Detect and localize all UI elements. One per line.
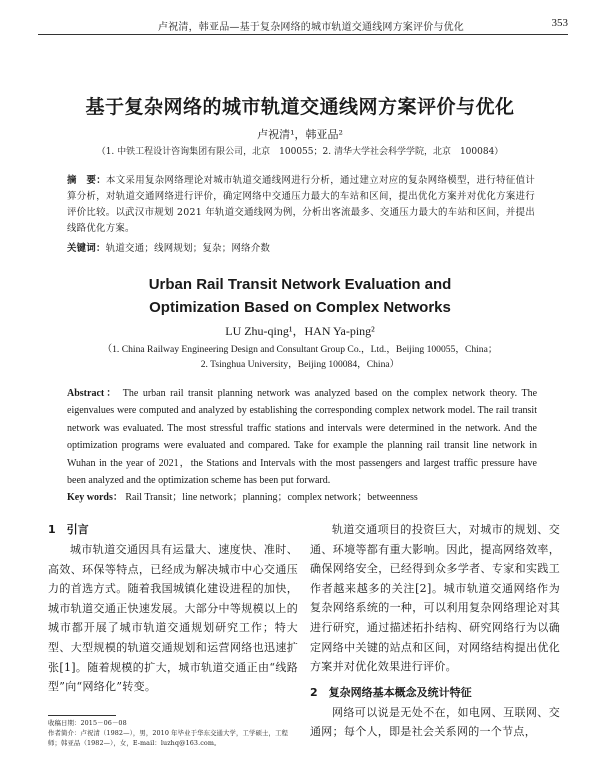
english-affiliation-line-1: （1. China Railway Engineering Design and Consultant Group Co.，Ltd.，Beijing 100055，China； (102, 344, 498, 355)
footnote-author-bio: 作者简介：卢祝清（1982—），男，2010 年毕业于华东交通大学，工学硕士，工程师；韩亚品（1982—），女，E-mail：luzhq@163.com。 (48, 729, 288, 747)
english-title (0, 273, 600, 319)
english-abstract-label: Abstract： (67, 388, 119, 399)
english-title-line-2: Optimization Based on Complex Networks (149, 299, 451, 316)
english-abstract (67, 385, 537, 489)
footnote (48, 718, 300, 748)
chinese-keywords-label: 关键词： (67, 243, 106, 254)
section-2-paragraph: 网络可以说是无处不在，如电网、互联网、交通网；每个人，即是社会关系网的一个节点， (310, 705, 560, 739)
chinese-keywords (67, 240, 535, 254)
page-number: 353 (551, 17, 568, 29)
footnote-received: 收稿日期：2015－06－08 (48, 719, 127, 727)
section-1-paragraph: 城市轨道交通因具有运量大、速度快、准时、高效、环保等特点，已经成为解决城市中心交通压力的首选方式。随着我国城镇化建设进程的加快，城市轨道交通正快速发展。大部分中等规模以上的城市都开展了城市轨道交通规划研究工作；特大型、大型规模的轨道交通规划和运营网络也迅速扩张[1]。随着规模的扩大，城市轨道交通正由“线路型”向“网络化”转变。 (48, 543, 298, 694)
left-column (48, 520, 298, 697)
chinese-keywords-text: 轨道交通；线网规划；复杂；网络介数 (105, 243, 271, 254)
english-affiliation-line-2: 2. Tsinghua University，Beijing 100084，China） (200, 359, 400, 370)
chinese-abstract-text: 本文采用复杂网络理论对城市轨道交通线网进行分析，通过建立对应的复杂网络模型，进行特征值计算分析，对轨道交通网络进行评价，确定网络中交通压力最大的车站和区间，提出优化方案并对优化方案进行评价比较。以武汉市规划 2021 年轨道交通线网为例，分析出客流最多、交通压力最大的车站和区间，并提出线路优化方案。 (67, 175, 535, 234)
english-abstract-text: The urban rail transit planning network was analyzed based on the complex network theory. The eigenvalues were computed and analyzed by establishing the corresponding complex network model. The rail transit network was evaluated. The most stressful traffic stations and intervals were determined in the network. And the optimization programs were evaluated and compared. Take for example the planning rail transit line network in Wuhan in the year of 2021，the Stations and Intervals with the most passengers and largest traffic pressure have been analyzed and the optimization scheme has been put forward. (67, 388, 538, 487)
english-title-line-1: Urban Rail Transit Network Evaluation and (148, 276, 452, 293)
english-authors: LU Zhu-qing¹，HAN Ya-ping² (225, 324, 375, 338)
section-2-heading: 2 复杂网络基本概念及统计特征 (310, 685, 472, 699)
english-keywords-label: Key words： (67, 492, 123, 503)
running-header (38, 16, 568, 35)
footnote-rule (48, 715, 116, 716)
chinese-authors: 卢祝清¹，韩亚品² (257, 128, 343, 141)
chinese-title: 基于复杂网络的城市轨道交通线网方案评价与优化 (85, 96, 515, 118)
section-1-paragraph-continued: 轨道交通项目的投资巨大，对城市的规划、交通、环境等都有重大影响。因此，提高网络效率，确保网络安全，已经得到众多学者、专家和实践工作者越来越多的关注[2]。城市轨道交通网络作为复杂网络系统的一种，可以利用复杂网络理论对其进行研究，通过描述拓扑结构、研究网络行为以确定网络中关键的站点和区间，对网络结构提出优化方案并对优化效果进行评价。 (310, 523, 560, 674)
english-keywords (67, 488, 537, 503)
chinese-affiliation: （1. 中铁工程设计咨询集团有限公司，北京 100055；2. 清华大学社会科学学院，北京 100084） (96, 147, 504, 157)
right-column (310, 520, 560, 742)
running-head-title: 卢祝清，韩亚品—基于复杂网络的城市轨道交通线网方案评价与优化 (158, 22, 464, 33)
chinese-abstract (67, 173, 535, 237)
chinese-abstract-label: 摘 要： (67, 175, 107, 186)
english-affiliation (0, 342, 600, 372)
section-1-heading: 1 引言 (48, 523, 89, 536)
english-keywords-text: Rail Transit；line network；planning；complex network；betweenness (125, 492, 418, 503)
